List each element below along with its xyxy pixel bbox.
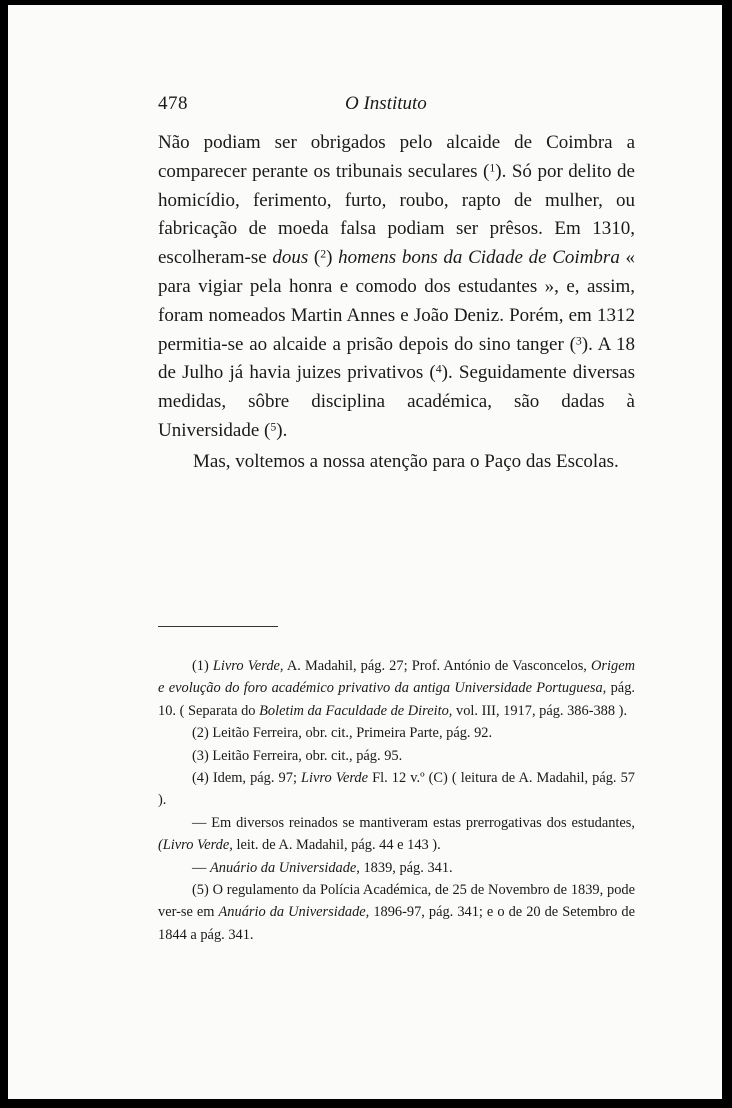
footnote-5: (5) O regulamento da Polícia Académica, de 25 de Novembro de 1839, pode ver-se em Anuário da Universidade, 1896-97, pág. 341; e o de 20 de Setembro de 1844 a pág. 341. xyxy=(158,882,635,943)
footnote-1: (1) Livro Verde, A. Madahil, pág. 27; Prof. António de Vasconcelos, Origem e evolução do foro académico privativo da antiga Universidade Portuguesa, pág. 10. ( Separata do Boletim da Faculdade de Direito, vol. III, 1917, pág. 386-388 ). xyxy=(158,658,635,719)
book-page xyxy=(8,5,722,1099)
footnote-mark: (2) xyxy=(192,725,209,742)
footnote-3: (3) Leitão Ferreira, obr. cit., pág. 95. xyxy=(192,747,403,764)
page-number: 478 xyxy=(158,93,188,114)
footnote-4-continuation: — Em diversos reinados se mantiveram estas prerrogativas dos estudantes, (Livro Verde, leit. de A. Madahil, pág. 44 e 143 ). xyxy=(158,814,635,854)
footnote-divider xyxy=(158,626,278,627)
footnote-2: (2) Leitão Ferreira, obr. cit., Primeira Parte, pág. 92. xyxy=(192,725,493,742)
page-header xyxy=(158,93,638,123)
running-title: O Instituto xyxy=(345,93,427,114)
footnote-4-continuation: — Anuário da Universidade, 1839, pág. 341. xyxy=(192,859,453,876)
footnote-ref-1: 1 xyxy=(489,161,496,175)
main-text xyxy=(158,129,635,477)
footnote-ref-5: 5 xyxy=(270,420,277,434)
footnote-4: (4) Idem, pág. 97; Livro Verde Fl. 12 v.º (C) ( leitura de A. Madahil, pág. 57 ). xyxy=(158,770,635,809)
footnote-ref-3: 3 xyxy=(575,334,582,348)
footnote-mark: (3) xyxy=(192,747,209,764)
body-paragraph-1: Não podiam ser obrigados pelo alcaide de Coimbra a comparecer perante os tribunais seculares ($^1$). Só por delito de homicídio, ferimento, furto, roubo, rapto de mulher, ou fabricação de moeda falsa podiam ser prêsos. Em 1310, escolheram-se dous ($^2$) homens bons da Cidade de Coimbra « para vigiar pela honra e comodo dos estudantes », e, assim, foram nomeados Martin Annes e João Deniz. Porém, em 1312 permitia-se ao alcaide a prisão depois do sino tanger ($^3$). A 18 de Julho já havia juizes privativos ($^4$). Seguidamente diversas medidas, sôbre disciplina académica, são dadas à Universidade ($^5$). xyxy=(158,132,636,441)
footnote-mark: (1) xyxy=(192,658,209,674)
footnote-ref-4: 4 xyxy=(435,363,442,377)
body-paragraph-2: Mas, voltemos a nossa atenção para o Paço das Escolas. xyxy=(193,450,619,472)
footnote-ref-2: 2 xyxy=(320,247,327,261)
footnote-mark: (5) xyxy=(192,882,209,899)
footnote-mark: (4) xyxy=(192,770,209,787)
footnotes xyxy=(158,655,635,946)
